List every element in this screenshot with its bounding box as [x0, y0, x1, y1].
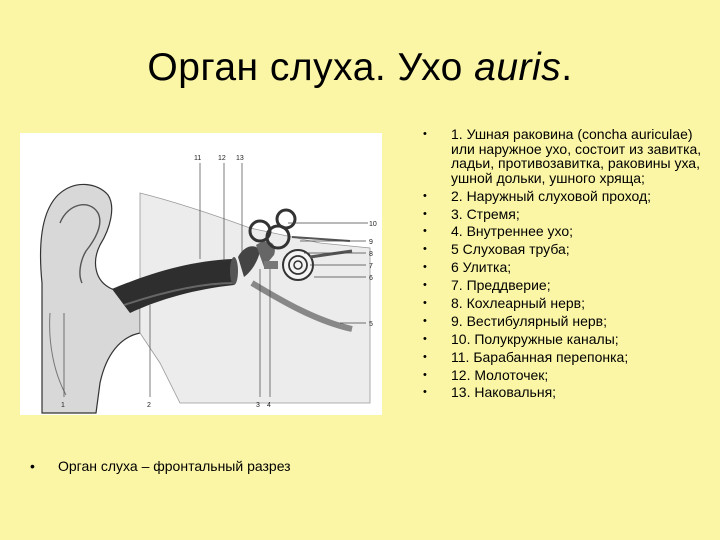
- temporal-bone: [140, 193, 370, 403]
- semicircular-canal-3: [277, 210, 295, 228]
- list-item: [420, 224, 710, 239]
- list-item-text: 12. Молоточек;: [451, 366, 549, 383]
- figure-number-right: 8: [369, 251, 373, 258]
- bullet-icon: •: [423, 297, 427, 310]
- ear-anatomy-drawing: [20, 133, 382, 415]
- bullet-icon: •: [423, 332, 427, 345]
- bullet-icon: •: [423, 207, 427, 220]
- list-item-text: 13. Наковальня;: [451, 384, 557, 401]
- list-item: [420, 385, 710, 400]
- list-item: [420, 278, 710, 293]
- list-item-text: 4. Внутреннее ухо;: [451, 223, 574, 240]
- figure-number-bottom: 3: [256, 402, 260, 409]
- list-item-text: 11. Барабанная перепонка;: [451, 348, 629, 365]
- slide-title-end: .: [561, 46, 573, 89]
- list-item-text: 2. Наружный слуховой проход;: [451, 187, 652, 204]
- bullet-icon: •: [423, 314, 427, 327]
- list-item: [420, 189, 710, 204]
- figure-caption: [30, 458, 291, 474]
- bullet-icon: •: [423, 386, 427, 399]
- slide-title-main: Орган слуха. Ухо: [147, 46, 475, 89]
- figure-number-bottom: 1: [61, 402, 65, 409]
- figure-number-right: 9: [369, 239, 373, 246]
- figure-number-bottom: 4: [267, 402, 271, 409]
- bullet-icon: •: [423, 279, 427, 292]
- bullet-icon: •: [423, 189, 427, 202]
- list-item-text: 1. Ушная раковина (concha auriculae) или наружное ухо, состоит из завитка, ладьи, противозавитка, раковины уха, ушной дольки, ушного хряща;: [451, 126, 702, 186]
- bullet-icon: •: [423, 225, 427, 238]
- cochlea-outer: [283, 250, 313, 280]
- list-item: [420, 207, 710, 222]
- list-item-text: 5 Слуховая труба;: [451, 241, 570, 258]
- figure-number-right: 6: [369, 275, 373, 282]
- list-item-text: 7. Преддверие;: [451, 277, 551, 294]
- list-item: [420, 296, 710, 311]
- list-item-text: 6 Улитка;: [451, 259, 512, 276]
- slide-title-latin: auris: [474, 46, 562, 89]
- figure-number-right: 10: [369, 221, 377, 228]
- list-item: [420, 368, 710, 383]
- list-item: [420, 127, 710, 185]
- bullet-icon: •: [423, 368, 427, 381]
- list-item-text: 8. Кохлеарный нерв;: [451, 295, 586, 312]
- list-item-text: 10. Полукружные каналы;: [451, 330, 619, 347]
- ear-section-figure: [20, 133, 382, 415]
- bullet-icon: •: [423, 243, 427, 256]
- stapes-shape: [264, 261, 278, 269]
- figure-number-bottom: 2: [147, 402, 151, 409]
- slide-title: [0, 46, 720, 90]
- figure-number-top: 13: [236, 155, 244, 162]
- list-item-text: 9. Вестибулярный нерв;: [451, 312, 607, 329]
- list-item: [420, 260, 710, 275]
- figure-number-right: 5: [369, 321, 373, 328]
- list-item: [420, 350, 710, 365]
- list-item: [420, 242, 710, 257]
- figure-number-top: 12: [218, 155, 226, 162]
- list-item: [420, 332, 710, 347]
- bullet-icon: •: [30, 458, 35, 474]
- list-item-text: 3. Стремя;: [451, 205, 520, 222]
- list-item: [420, 314, 710, 329]
- figure-number-right: 7: [369, 263, 373, 270]
- bullet-icon: •: [423, 261, 427, 274]
- bullet-icon: •: [423, 350, 427, 363]
- bullet-icon: •: [423, 128, 427, 140]
- legend-list: [420, 127, 710, 403]
- figure-number-top: 11: [194, 155, 202, 162]
- figure-caption-text: Орган слуха – фронтальный разрез: [58, 458, 291, 474]
- tympanic-membrane: [230, 257, 238, 285]
